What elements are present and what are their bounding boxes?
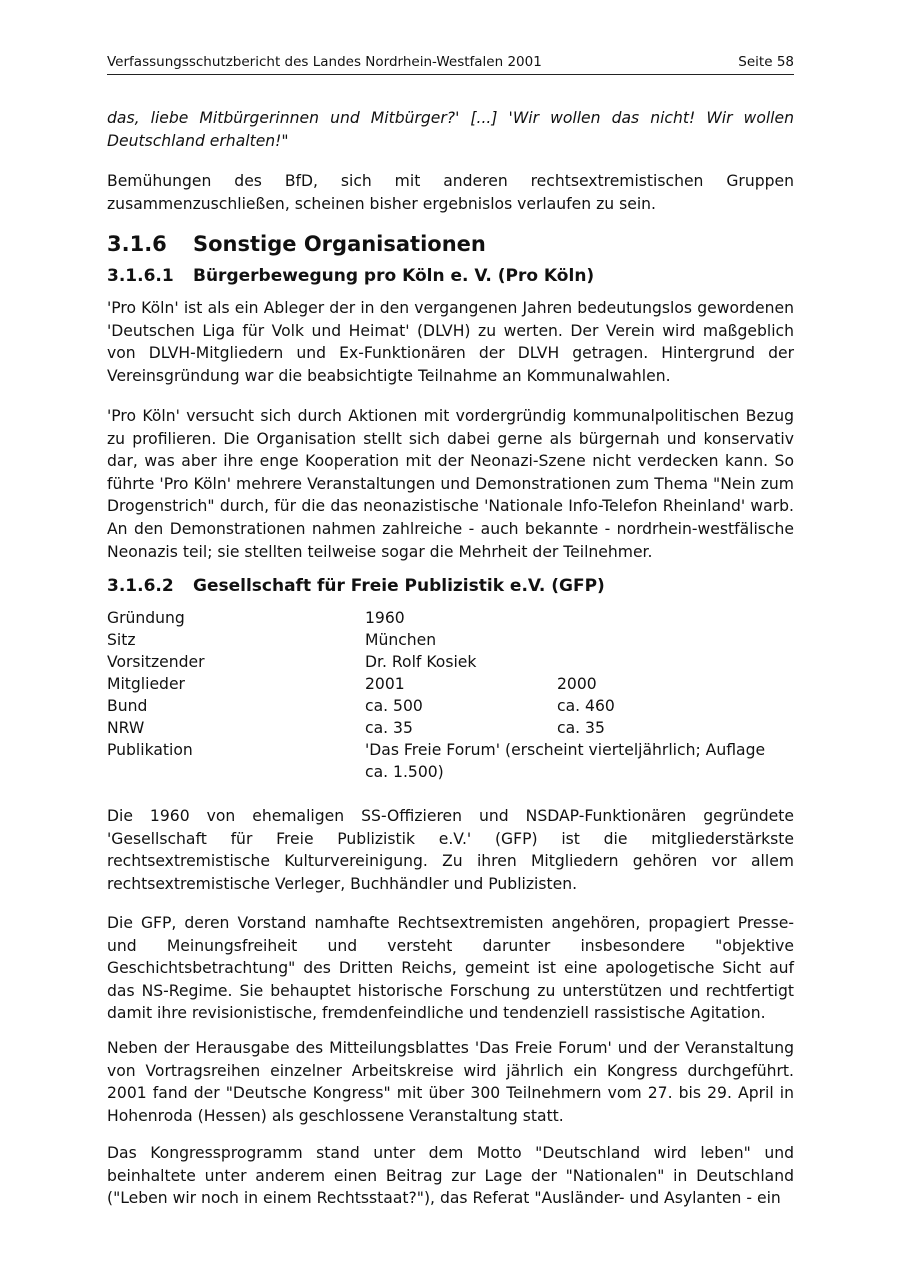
section-title: Sonstige Organisationen (193, 232, 486, 256)
subsection-number: 3.1.6.2 (107, 576, 174, 596)
facts-row-vorsitz: Vorsitzender Dr. Rolf Kosiek (107, 653, 477, 671)
pro-koeln-paragraph-1: 'Pro Köln' ist als ein Ableger der in den vergangenen Jahren bedeutungslos gewordenen 'Deutschen Liga für Volk und Heimat' (DLVH) zu werten. Der Verein wird maßgeblich von DLVH-Mitgliedern und Ex-Funktionären der DLVH getragen. Hintergrund der Vereinsgründung war die beabsichtigte Teilnahme an Kommunalwahlen. (107, 299, 794, 385)
facts-row-bund: Bund ca. 500 ca. 460 (107, 697, 615, 715)
facts-row-gruendung: Gründung 1960 (107, 609, 405, 627)
pro-koeln-paragraph-2: 'Pro Köln' versucht sich durch Aktionen mit vordergründig kommunalpolitischen Bezug zu profilieren. Die Organisation stellt sich dabei gerne als bürgernah und konservativ dar, was aber ihre enge Kooperation mit der Neonazi-Szene nicht verdecken kann. So führte 'Pro Köln' mehrere Veranstaltungen und Demonstrationen zum Thema "Nein zum Drogenstrich" durch, für die das neonazistische 'Nationale Info-Telefon Rheinland' warb. An den Demonstrationen nahmen zahlreiche - auch bekannte - nordrhein-westfälische Neonazis teil; sie stellten teilweise sogar die Mehrheit der Teilnehmer. (107, 407, 794, 561)
gfp-facts-table (107, 607, 794, 783)
subsection-heading-pro-koeln (107, 265, 594, 287)
facts-row-mitglieder: Mitglieder 2001 2000 (107, 675, 597, 693)
facts-row-nrw: NRW ca. 35 ca. 35 (107, 719, 605, 737)
page-number: Seite 58 (738, 54, 794, 70)
gfp-paragraph-2: Die GFP, deren Vorstand namhafte Rechtsextremisten angehören, propagiert Presse- und Meinungsfreiheit und versteht darunter insbesondere "objektive Geschichtsbetrachtung" des Dritten Reichs, gemeint ist eine apologetische Sicht auf das NS-Regime. Sie behauptet historische Forschung zu unterstützen und rechtfertigt damit ihre revisionistische, fremdenfeindliche und tendenziell rassistische Agitation. (107, 914, 794, 1023)
section-number: 3.1.6 (107, 232, 167, 256)
subsection-number: 3.1.6.1 (107, 266, 174, 286)
page-header (107, 53, 794, 75)
subsection-title: Bürgerbewegung pro Köln e. V. (Pro Köln) (193, 266, 595, 286)
header-title: Verfassungsschutzbericht des Landes Nordrhein-Westfalen 2001 (107, 54, 542, 70)
gfp-paragraph-3: Neben der Herausgabe des Mitteilungsblattes 'Das Freie Forum' und der Veranstaltung von Vortragsreihen einzelner Arbeitskreise wird jährlich ein Kongress durchgeführt. 2001 fand der "Deutsche Kongress" mit über 300 Teilnehmern vom 27. bis 29. April in Hohenroda (Hessen) als geschlossene Veranstaltung statt. (107, 1039, 794, 1125)
section-heading (107, 231, 486, 257)
gfp-paragraph-4: Das Kongressprogramm stand unter dem Motto "Deutschland wird leben" und beinhaltete unter anderem einen Beitrag zur Lage der "Nationalen" in Deutschland ("Leben wir noch in einem Rechtsstaat?"), das Referat "Ausländer- und Asylanten - ein (107, 1144, 794, 1208)
subsection-heading-gfp (107, 575, 605, 597)
facts-row-sitz: Sitz München (107, 631, 437, 649)
facts-row-publikation: Publikation 'Das Freie Forum' (erscheint vierteljährlich; Auflage ca. 1.500) (107, 741, 766, 781)
bfd-paragraph: Bemühungen des BfD, sich mit anderen rechtsextremistischen Gruppen zusammenzuschließen, scheinen bisher ergebnislos verlaufen zu sein. (107, 172, 794, 213)
subsection-title: Gesellschaft für Freie Publizistik e.V. (GFP) (193, 576, 605, 596)
quote-paragraph: das, liebe Mitbürgerinnen und Mitbürger?' [...] 'Wir wollen das nicht! Wir wollen Deutschland erhalten!" (107, 109, 794, 150)
gfp-paragraph-1: Die 1960 von ehemaligen SS-Offizieren und NSDAP-Funktionären gegründete 'Gesellschaft für Freie Publizistik e.V.' (GFP) ist die mitgliederstärkste rechtsextremistische Kulturvereinigung. Zu ihren Mitgliedern gehören vor allem rechtsextremistische Verleger, Buchhändler und Publizisten. (107, 807, 794, 893)
